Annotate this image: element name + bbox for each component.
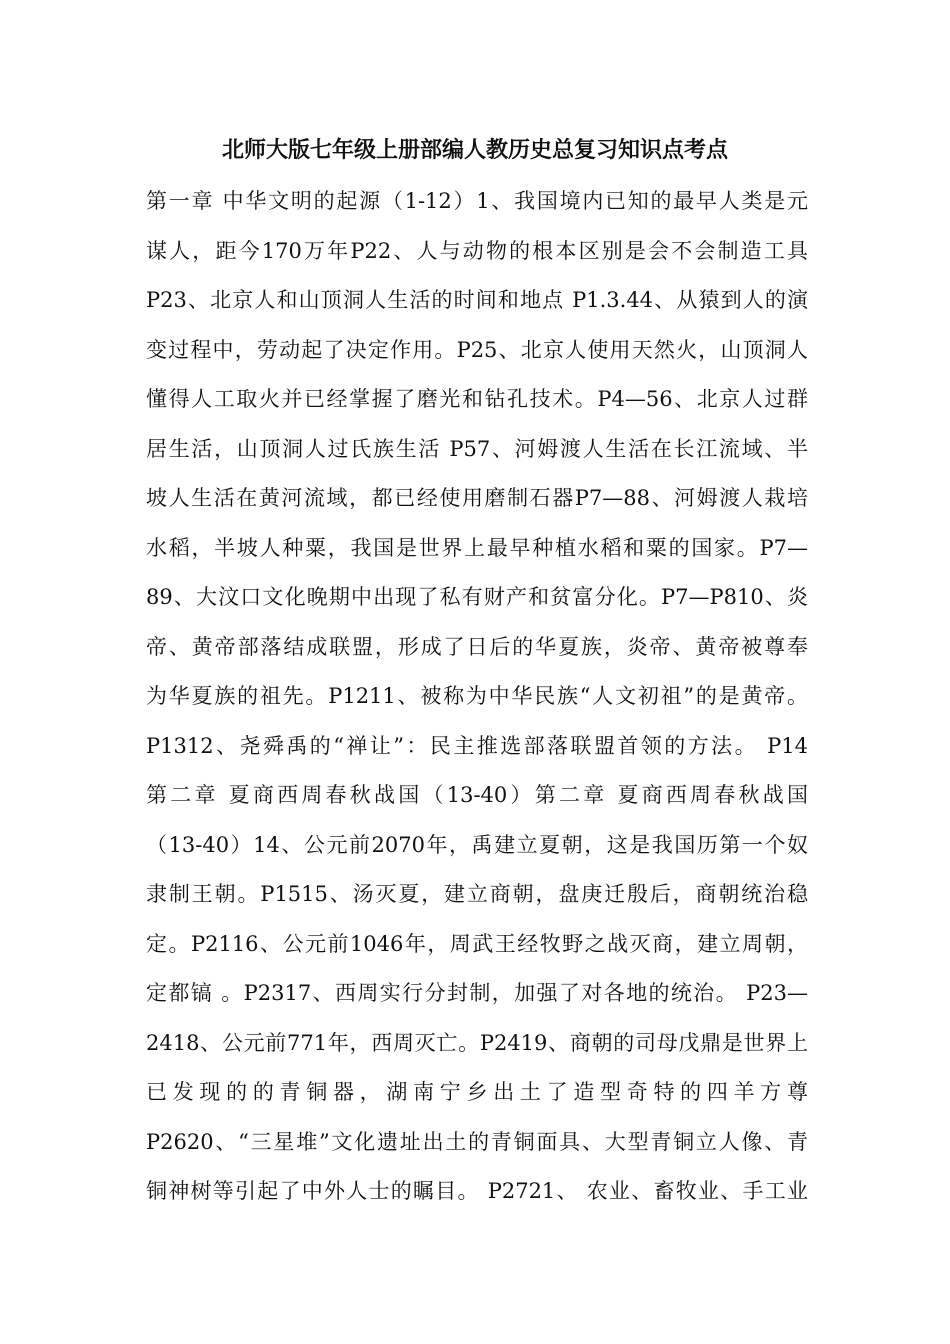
body-line: 坡人生活在黄河流域，都已经使用磨制石器P7—88、河姆渡人栽培 [146, 486, 808, 510]
body-line: 定。P2116、公元前1046年，周武王经牧野之战灭商，建立周朝， [146, 931, 808, 956]
body-line: 隶制王朝。P1515、汤灭夏，建立商朝，盘庚迁殷后，商朝统治稳 [146, 882, 808, 906]
body-line: 帝、黄帝部落结成联盟，形成了日后的华夏族，炎帝、黄帝被尊奉 [146, 634, 808, 659]
body-line: 水稻，半坡人种粟，我国是世界上最早种植水稻和粟的国家。P7— [146, 535, 808, 560]
body-line: 第二章 夏商西周春秋战国（13-40）第二章 夏商西周春秋战国 [146, 783, 808, 807]
body-line: 铜神树等引起了中外人士的瞩目。 P2721、 农业、畜牧业、手工业 [146, 1179, 808, 1203]
body-line: 2418、公元前771年，西周灭亡。P2419、商朝的司母戊鼎是世界上 [146, 1030, 808, 1055]
body-line: 已发现的的青铜器，湖南宁乡出土了造型奇特的四羊方尊 [146, 1080, 808, 1104]
body-line: P1312、尧舜禹的“禅让”：民主推选部落联盟首领的方法。 P14 [146, 733, 808, 758]
body-line: 懂得人工取火并已经掌握了磨光和钻孔技术。P4—56、北京人过群 [146, 387, 808, 411]
document-body [146, 183, 808, 1223]
body-line: 居生活，山顶洞人过氏族生活 P57、河姆渡人生活在长江流域、半 [146, 436, 808, 461]
body-line: P23、北京人和山顶洞人生活的时间和地点 P1.3.44、从猿到人的演 [146, 288, 808, 312]
body-line: P2620、“三星堆”文化遗址出土的青铜面具、大型青铜立人像、青 [146, 1129, 808, 1154]
document-title: 北师大版七年级上册部编人教历史总复习知识点考点 [221, 138, 728, 163]
body-line: 为华夏族的祖先。P1211、被称为中华民族“人文初祖”的是黄帝。 [146, 684, 808, 708]
body-line: 定都镐 。P2317、西周实行分封制，加强了对各地的统治。 P23— [146, 981, 808, 1005]
body-line: 第一章 中华文明的起源（1-12）1、我国境内已知的最早人类是元 [146, 189, 808, 213]
body-line: （13-40）14、公元前2070年，禹建立夏朝，这是我国历第一个奴 [146, 832, 808, 857]
body-line: 89、大汶口文化晚期中出现了私有财产和贫富分化。P7—P810、炎 [146, 585, 808, 609]
body-line: 谋人，距今170万年P22、人与动物的根本区别是会不会制造工具 [146, 238, 808, 263]
body-line: 变过程中，劳动起了决定作用。P25、北京人使用天然火，山顶洞人 [146, 337, 808, 362]
